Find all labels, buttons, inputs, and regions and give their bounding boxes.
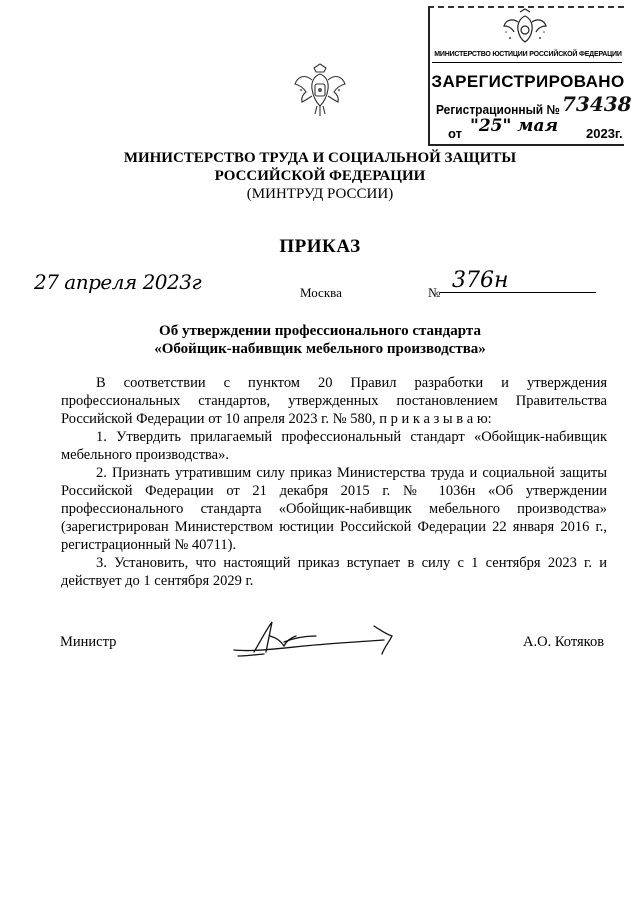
stamp-reg-year: 2023г. (586, 126, 623, 141)
stamp-divider (432, 62, 622, 63)
stamp-reg-number: 73438 (562, 92, 632, 116)
ministry-abbreviation: (МИНТРУД РОССИИ) (246, 186, 394, 202)
signatory-position: Министр (60, 634, 117, 650)
stamp-reg-date: "25" мая (470, 116, 558, 136)
stamp-ministry: МИНИСТЕРСТВО ЮСТИЦИИ РОССИЙСКОЙ ФЕДЕРАЦИИ (434, 51, 622, 58)
order-title-line2: «Обойщик-набивщик мебельного производства» (154, 341, 486, 357)
stamp-emblem-icon (500, 8, 550, 52)
ministry-name-line2: РОССИЙСКОЙ ФЕДЕРАЦИИ (214, 168, 426, 184)
handwritten-signature-icon (224, 612, 414, 662)
order-body (61, 374, 607, 590)
stamp-registered: ЗАРЕГИСТРИРОВАНО (431, 72, 625, 91)
order-number: 376н (452, 268, 509, 293)
stamp-reg-label: Регистрационный № (436, 102, 560, 117)
coat-of-arms-icon (293, 62, 347, 120)
order-preamble: В соответствии с пунктом 20 Правил разработки и утверждения профессиональных стандартов, утвержденных постановлением Правительства Российской Федерации от 10 апреля 2023 г. № 580, п р и к а з ы в а ю: (61, 375, 607, 427)
number-underline (440, 292, 596, 293)
order-date: 27 апреля 2023г (34, 270, 202, 294)
order-city: Москва (300, 285, 342, 300)
order-item-2: 2. Признать утратившим силу приказ Министерства труда и социальной защиты Российской Федерации от 21 декабря 2015 г. № 1036н «Об утверждении профессионального стандарта «Обойщик-набивщик мебельного производства» (зарегистрирован Министерством юстиции Российской Федерации 22 января 2016 г., регистрационный № 40711). (61, 465, 607, 553)
order-title-line1: Об утверждении профессионального стандарта (159, 323, 481, 339)
document-type: ПРИКАЗ (279, 236, 361, 257)
order-item-3: 3. Установить, что настоящий приказ вступает в силу с 1 сентября 2023 г. и действует до 1 сентября 2029 г. (61, 555, 607, 589)
ministry-name-line1: МИНИСТЕРСТВО ТРУДА И СОЦИАЛЬНОЙ ЗАЩИТЫ (123, 150, 517, 166)
order-item-1: 1. Утвердить прилагаемый профессиональный стандарт «Обойщик-набивщик мебельного производства». (61, 429, 607, 463)
stamp-from-label: от (448, 126, 462, 141)
number-sign: № (428, 285, 441, 300)
signatory-name: А.О. Котяков (523, 634, 605, 650)
